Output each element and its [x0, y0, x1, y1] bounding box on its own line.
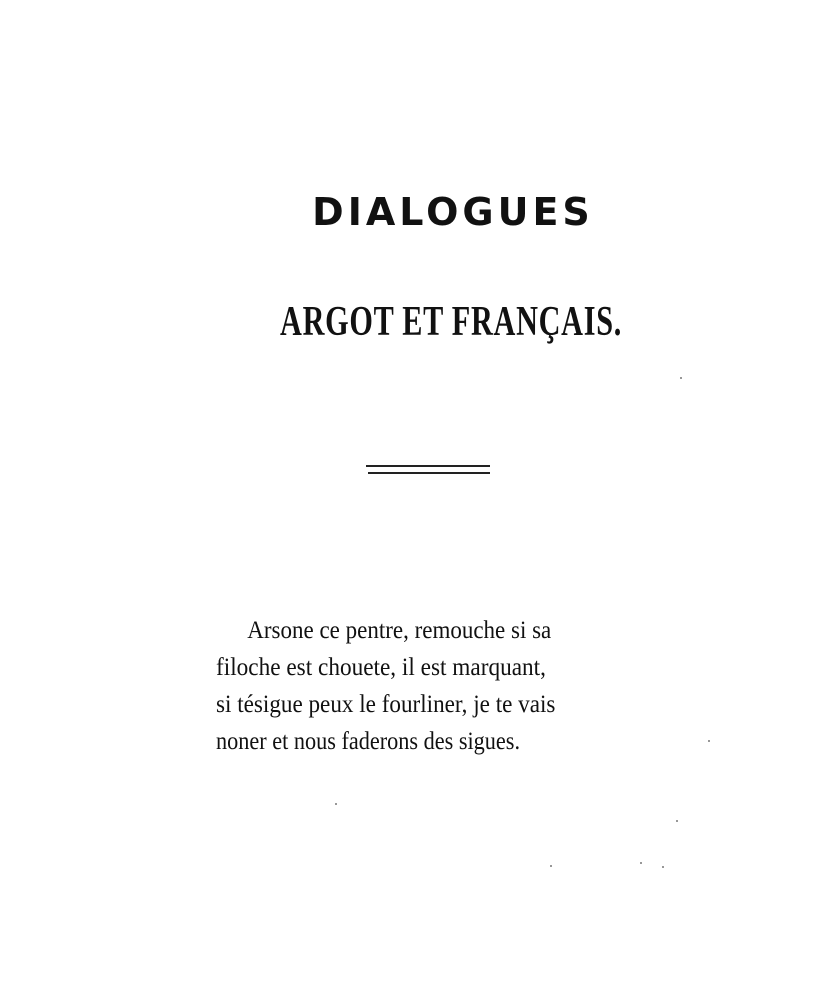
paper-speck — [708, 740, 710, 742]
paper-speck — [676, 820, 678, 822]
passage-line: si tésigue peux le fourliner, je te vais — [216, 691, 556, 718]
paper-speck — [550, 865, 552, 867]
decorative-rule-top — [366, 465, 490, 467]
decorative-rule-bottom — [368, 472, 490, 474]
passage-line: filoche est chouete, il est marquant, — [216, 654, 546, 681]
argot-passage — [216, 612, 668, 760]
passage-line: Arsone ce pentre, remouche si sa — [247, 617, 552, 644]
page-title: DIALOGUES — [312, 190, 594, 234]
paper-speck — [640, 862, 642, 864]
page-subtitle: ARGOT ET FRANÇAIS. — [280, 299, 623, 345]
paper-speck — [335, 803, 337, 805]
paper-speck — [680, 377, 682, 379]
passage-line: noner et nous faderons des sigues. — [216, 728, 521, 755]
paper-speck — [662, 866, 664, 868]
